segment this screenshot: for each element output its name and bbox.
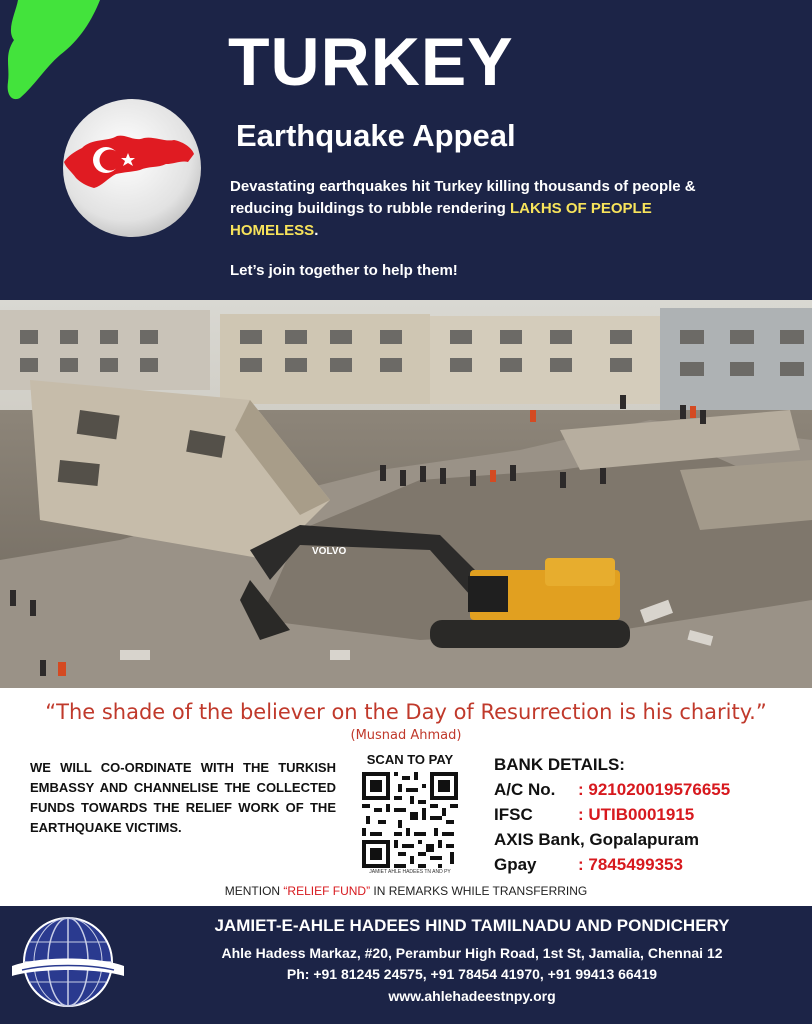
appeal-description — [230, 176, 700, 242]
gpay-row — [494, 852, 794, 877]
earthquake-photo — [0, 300, 812, 688]
excavator-brand: VOLVO — [312, 546, 347, 557]
account-value: : 921020019576655 — [578, 780, 731, 799]
qr-caption: JAMIET AHLE HADEES TN AND PY — [369, 869, 451, 875]
relief-fund-highlight: “RELIEF FUND” — [283, 884, 371, 898]
remarks-instruction — [0, 884, 812, 898]
ifsc-row — [494, 802, 794, 827]
header-banner — [0, 0, 812, 300]
ifsc-label: IFSC — [494, 805, 533, 824]
payment-qr-code[interactable] — [362, 772, 458, 868]
page-title: TURKEY — [228, 24, 514, 100]
gpay-label: Gpay — [494, 855, 537, 874]
bank-heading: BANK DETAILS: — [494, 755, 625, 774]
coordination-statement: WE WILL CO-ORDINATE WITH THE TURKISH EMBASSY AND CHANNELISE THE COLLECTED FUNDS TOWARDS THE RELIEF WORK OF THE EARTHQUAKE VICTIMS. — [30, 760, 336, 835]
account-number-row — [494, 777, 794, 802]
join-text: Let’s join together to help them! — [230, 262, 458, 279]
description-end: . — [314, 222, 319, 239]
bank-name: AXIS Bank, Gopalapuram — [494, 830, 699, 849]
ifsc-value: : UTIB0001915 — [578, 805, 695, 824]
green-corner-shape — [0, 0, 100, 100]
rubble-scene — [0, 300, 812, 688]
organization-logo-icon — [8, 912, 128, 1016]
account-label: A/C No. — [494, 780, 556, 799]
quote-source: (Musnad Ahmad) — [350, 728, 462, 743]
scan-to-pay-label: SCAN TO PAY — [366, 752, 454, 767]
organization-website[interactable]: www.ahlehadeestnpy.org — [388, 988, 556, 1004]
charity-quote: “The shade of the believer on the Day of Resurrection is his charity.” — [45, 700, 767, 724]
bank-details — [494, 752, 794, 877]
turkey-globe-icon — [62, 98, 202, 238]
description-highlight: LAKHS OF PEOPLE HOMELESS — [230, 200, 652, 239]
organization-address: Ahle Hadess Markaz, #20, Perambur High Road, 1st St, Jamalia, Chennai 12 — [221, 945, 723, 961]
mention-after: IN REMARKS WHILE TRANSFERRING — [370, 884, 588, 898]
organization-phones: Ph: +91 81245 24575, +91 78454 41970, +91 99413 66419 — [286, 966, 658, 982]
description-text: Devastating earthquakes hit Turkey killing thousands of people & reducing buildings to rubble rendering — [230, 178, 696, 217]
mention-before: MENTION — [224, 884, 284, 898]
gpay-value: : 7845499353 — [578, 855, 683, 874]
organization-name: JAMIET-E-AHLE HADEES HIND TAMILNADU AND PONDICHERY — [214, 916, 730, 935]
page-subtitle: Earthquake Appeal — [236, 118, 516, 153]
